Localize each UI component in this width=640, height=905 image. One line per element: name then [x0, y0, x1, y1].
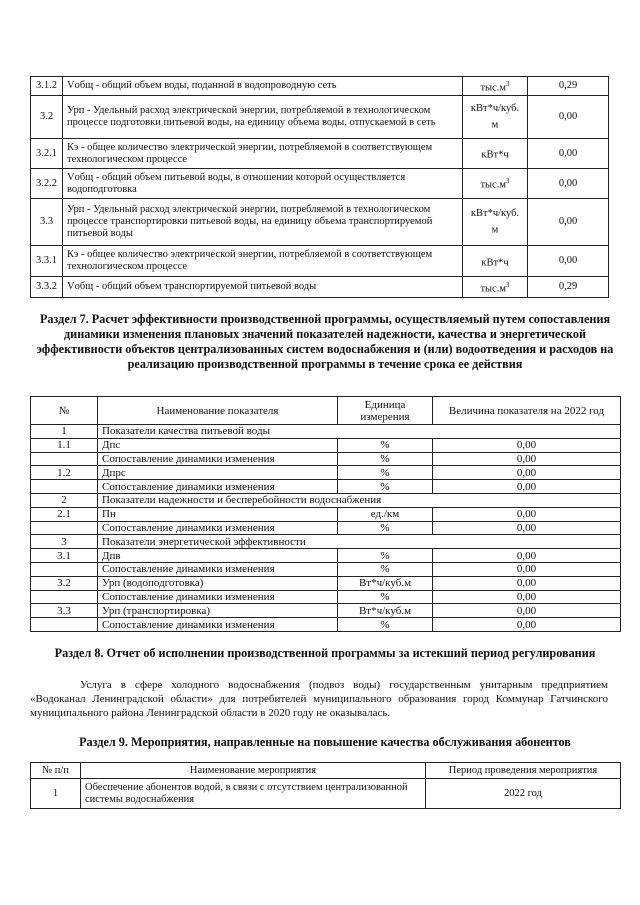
table-row [31, 425, 621, 439]
row-value: 0,00 [433, 549, 621, 563]
measures-table [30, 762, 621, 809]
row-name: Дпрс [98, 466, 338, 480]
table-row [31, 521, 621, 535]
unit-superscript: 3 [506, 79, 510, 88]
row-value: 0,00 [433, 480, 621, 494]
unit-text: кВт*ч/куб. м [470, 102, 520, 131]
group-name: Показатели надежности и бесперебойности водоснабжения [98, 493, 621, 507]
table-row [31, 618, 621, 632]
row-num: 3.2.1 [31, 139, 63, 169]
row-unit: Вт*ч/куб.м [338, 604, 433, 618]
header-num: № п/п [31, 763, 81, 779]
row-name: Сопоставление динамики изменения [98, 521, 338, 535]
table-row [31, 604, 621, 618]
row-value: 0,00 [528, 96, 609, 139]
table-row [31, 480, 621, 494]
row-value: 0,00 [433, 452, 621, 466]
row-value: 0,00 [433, 576, 621, 590]
table-row [31, 277, 609, 298]
header-name: Наименование мероприятия [81, 763, 426, 779]
row-unit: % [338, 590, 433, 604]
table-row [31, 535, 621, 549]
unit-text: кВт*ч/куб. м [470, 207, 520, 236]
row-name: Обеспечение абонентов водой, в связи с отсутствием централизованной системы водоснабжения [81, 779, 426, 809]
row-value: 0,00 [433, 618, 621, 632]
row-value: 0,00 [433, 604, 621, 618]
row-name: Дпс [98, 438, 338, 452]
row-num: 3.1.2 [31, 77, 63, 96]
table-row [31, 77, 609, 96]
row-unit [463, 77, 528, 96]
group-name: Показатели энергетической эффективности [98, 535, 621, 549]
row-value: 0,00 [528, 169, 609, 199]
table-row [31, 562, 621, 576]
table-header-row [31, 763, 621, 779]
section9-title: Раздел 9. Мероприятия, направленные на повышение качества обслуживания абонентов [79, 735, 571, 749]
table-row [31, 169, 609, 199]
row-value: 0,00 [528, 246, 609, 277]
row-num: 3.3 [31, 604, 98, 618]
row-unit [463, 246, 528, 277]
row-name: Урп (водоподготовка) [98, 576, 338, 590]
row-value: 0,00 [433, 562, 621, 576]
row-unit: % [338, 562, 433, 576]
group-num: 1 [31, 425, 98, 439]
table-row [31, 452, 621, 466]
section8-title: Раздел 8. Отчет об исполнении производственной программы за истекший период регулирования [54, 646, 596, 660]
row-name: Сопоставление динамики изменения [98, 480, 338, 494]
row-name: Сопоставление динамики изменения [98, 452, 338, 466]
unit-text: тыс.м [480, 82, 507, 94]
row-value: 0,00 [433, 466, 621, 480]
row-num [31, 521, 98, 535]
row-description: Кэ - общее количество электрической энергии, потребляемой в соответствующем технологическом процессе [63, 246, 463, 277]
row-num [31, 618, 98, 632]
row-num: 3.2.2 [31, 169, 63, 199]
energy-indicators-table [30, 76, 609, 298]
unit-text: кВт*ч [481, 257, 509, 269]
table-row [31, 438, 621, 452]
row-name: Дпв [98, 549, 338, 563]
header-value: Величина показателя на 2022 год [433, 397, 621, 425]
table-row [31, 590, 621, 604]
row-num: 1 [31, 779, 81, 809]
row-value: 0,00 [433, 507, 621, 521]
row-unit: % [338, 549, 433, 563]
group-num: 2 [31, 493, 98, 507]
header-num: № [31, 397, 98, 425]
row-num [31, 480, 98, 494]
table-row [31, 779, 621, 809]
row-num: 3.3 [31, 199, 63, 246]
header-name: Наименование показателя [98, 397, 338, 425]
section8-paragraph: Услуга в сфере холодного водоснабжения (подвоз воды) государственным унитарным предприятием «Водоканал Ленинградской области» для потребителей муниципального образования город Коммунар Гатчинского муниципального района Ленинградской области в 2020 году не оказывалась. [30, 679, 608, 719]
row-value: 0,00 [433, 590, 621, 604]
table-row [31, 139, 609, 169]
row-num [31, 590, 98, 604]
row-unit: Вт*ч/куб.м [338, 576, 433, 590]
row-unit [463, 96, 528, 139]
row-num: 3.2 [31, 576, 98, 590]
row-unit: % [338, 480, 433, 494]
row-unit: % [338, 452, 433, 466]
table-row [31, 507, 621, 521]
row-name: Урп (транспортировка) [98, 604, 338, 618]
row-description: Урп - Удельный расход электрической энергии, потребляемой в технологическом процессе подготовки питьевой воды, на единицу объема воды, отпускаемой в сеть [63, 96, 463, 139]
group-num: 3 [31, 535, 98, 549]
header-unit: Единица измерения [338, 397, 433, 425]
row-num: 1.2 [31, 466, 98, 480]
group-name: Показатели качества питьевой воды [98, 425, 621, 439]
row-num: 3.2 [31, 96, 63, 139]
unit-text: тыс.м [480, 283, 507, 295]
row-value: 0,29 [528, 277, 609, 298]
efficiency-table [30, 396, 621, 632]
table-row [31, 466, 621, 480]
section8-text [30, 678, 608, 720]
row-name: Сопоставление динамики изменения [98, 618, 338, 632]
row-name: Пн [98, 507, 338, 521]
table-row [31, 549, 621, 563]
row-name: Сопоставление динамики изменения [98, 562, 338, 576]
table-header-row [31, 397, 621, 425]
row-unit [463, 277, 528, 298]
row-value: 0,00 [528, 139, 609, 169]
row-num [31, 452, 98, 466]
row-value: 0,29 [528, 77, 609, 96]
header-period: Период проведения мероприятия [426, 763, 621, 779]
unit-superscript: 3 [506, 177, 510, 186]
row-description: Vобщ - общий объем питьевой воды, в отношении которой осуществляется водоподготовка [63, 169, 463, 199]
table-row [31, 199, 609, 246]
row-num: 1.1 [31, 438, 98, 452]
row-unit: % [338, 466, 433, 480]
table-row [31, 96, 609, 139]
row-unit [463, 139, 528, 169]
row-value: 0,00 [433, 521, 621, 535]
row-unit: % [338, 618, 433, 632]
row-num: 3.3.2 [31, 277, 63, 298]
row-period: 2022 год [426, 779, 621, 809]
row-description: Vобщ - общий объем воды, поданной в водопроводную сеть [63, 77, 463, 96]
row-value: 0,00 [433, 438, 621, 452]
row-value: 0,00 [528, 199, 609, 246]
row-num: 3.3.1 [31, 246, 63, 277]
row-unit [463, 199, 528, 246]
row-name: Сопоставление динамики изменения [98, 590, 338, 604]
row-description: Кэ - общее количество электрической энергии, потребляемой в соответствующем технологическом процессе [63, 139, 463, 169]
table-row [31, 246, 609, 277]
row-unit: ед./км [338, 507, 433, 521]
row-num: 2.1 [31, 507, 98, 521]
row-description: Урп - Удельный расход электрической энергии, потребляемой в технологическом процессе транспортировки питьевой воды, на единицу объема транспортируемой питьевой воды [63, 199, 463, 246]
row-num [31, 562, 98, 576]
unit-text: тыс.м [480, 179, 507, 191]
table-row [31, 576, 621, 590]
row-num: 3.1 [31, 549, 98, 563]
row-unit: % [338, 438, 433, 452]
row-unit: % [338, 521, 433, 535]
section7-title: Раздел 7. Расчет эффективности производственной программы, осуществляемый путем сопоставления динамики изменения плановых значений показателей надежности, качества и энергетической эффективности объектов централизованных систем водоснабжения и (или) водоотведения и расходов на реализацию производственной программы в течение срока ее действия [36, 312, 614, 371]
row-unit [463, 169, 528, 199]
unit-text: кВт*ч [481, 149, 509, 161]
unit-superscript: 3 [506, 280, 510, 289]
table-row [31, 493, 621, 507]
row-description: Vобщ - общий объем транспортируемой питьевой воды [63, 277, 463, 298]
